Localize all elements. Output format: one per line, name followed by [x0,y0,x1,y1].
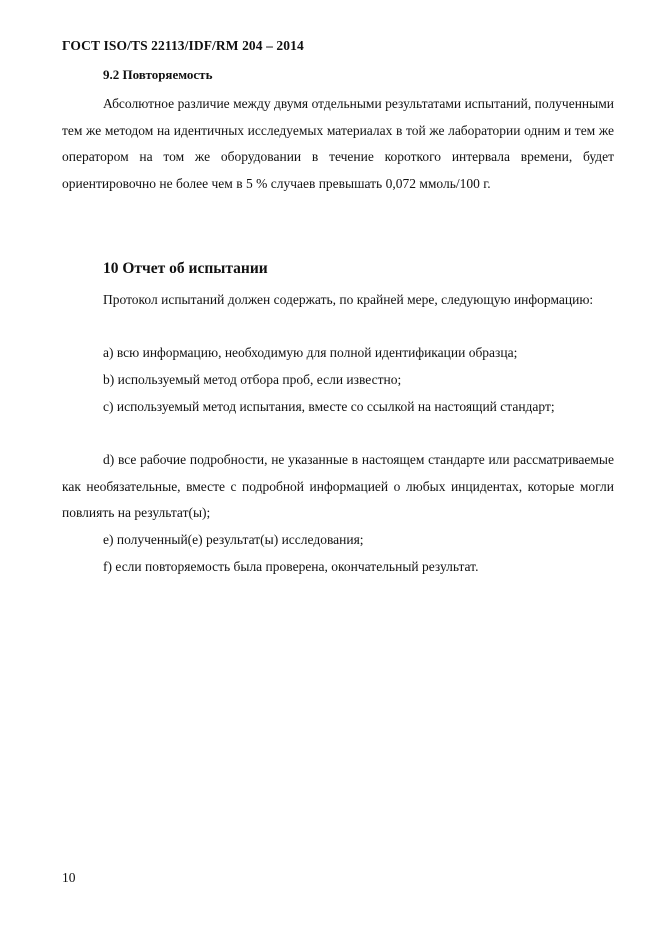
list-item-f: f) если повторяемость была проверена, окончательный результат. [103,559,479,574]
section-10-intro: Протокол испытаний должен содержать, по крайней мере, следующую информацию: [103,292,594,307]
list-item-b: b) используемый метод отбора проб, если известно; [103,372,402,387]
list-item-e: e) полученный(е) результат(ы) исследования; [103,532,364,547]
standard-header: ГОСТ ISO/TS 22113/IDF/RM 204 – 2014 [62,38,304,53]
page-number: 10 [62,870,76,885]
list-item-a: a) всю информацию, необходимую для полной идентификации образца; [103,345,518,360]
list-item-d: d) все рабочие подробности, не указанные в настоящем стандарте или рассматриваемые как необязательные, вместе с подробной информацией о любых инцидентах, которые могли повлиять на результат(ы); [62,452,614,521]
list-item-c: c) используемый метод испытания, вместе со ссылкой на настоящий стандарт; [103,399,555,414]
section-9-2-heading: 9.2 Повторяемость [103,67,213,82]
section-9-2-paragraph: Абсолютное различие между двумя отдельными результатами испытаний, полученными тем же методом на идентичных исследуемых материалах в той же лаборатории одним и тем же оператором на том же оборудовании в течение короткого интервала времени, будет ориентировочно не более чем в 5 % случаев превышать 0,072 ммоль/100 г. [62,96,614,191]
section-10-heading: 10 Отчет об испытании [103,260,268,277]
